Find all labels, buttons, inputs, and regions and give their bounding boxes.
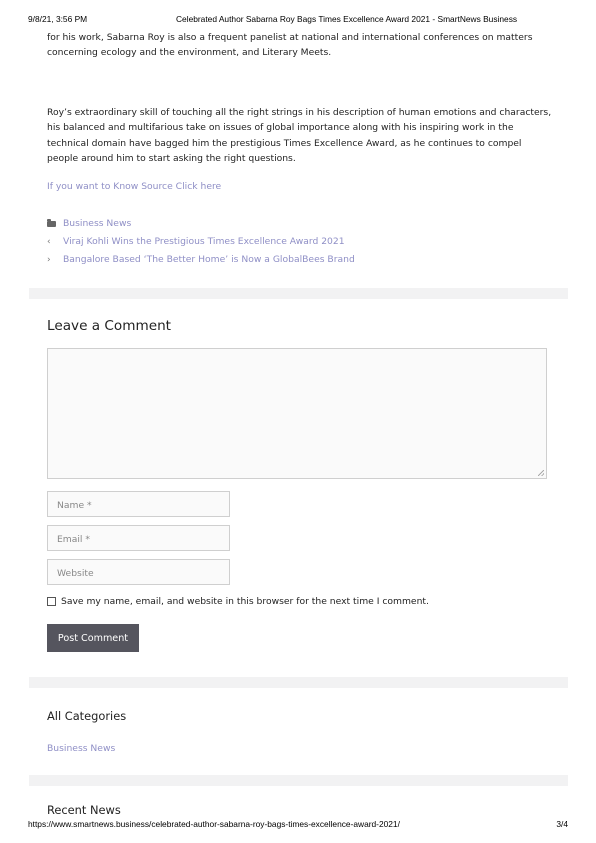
print-url: https://www.smartnews.business/celebrated-author-sabarna-roy-bags-times-excellence-award-2021/: [28, 819, 400, 829]
section-divider: [29, 775, 568, 786]
comment-heading: Leave a Comment: [47, 318, 172, 334]
section-divider: [29, 288, 568, 299]
chevron-left-icon: ‹: [47, 236, 51, 247]
next-post-nav: [47, 254, 355, 265]
comment-textarea[interactable]: [47, 348, 547, 479]
folder-icon: [47, 221, 56, 227]
print-date: 9/8/21, 3:56 PM: [28, 14, 88, 24]
next-post-link[interactable]: Bangalore Based ‘The Better Home’ is Now a GlobalBees Brand: [63, 254, 355, 265]
categories-widget-title: All Categories: [47, 709, 127, 723]
post-category: [47, 218, 131, 229]
previous-post-link[interactable]: Viraj Kohli Wins the Prestigious Times Excellence Award 2021: [63, 236, 345, 247]
chevron-right-icon: ›: [47, 254, 51, 265]
name-field[interactable]: Name *: [47, 491, 230, 517]
post-comment-button[interactable]: Post Comment: [47, 624, 139, 652]
category-link[interactable]: Business News: [47, 743, 116, 754]
source-link[interactable]: If you want to Know Source Click here: [47, 181, 222, 192]
recent-news-widget-title: Recent News: [47, 803, 121, 817]
page-number: 3/4: [556, 819, 568, 829]
article-paragraph: Roy’s extraordinary skill of touching all the right strings in his description of human emotions and characters, his balanced and multifarious take on issues of global importance along with his inspiring work in the technical domain have bagged him the prestigious Times Excellence Award, as he continues to compel people around him to start asking the right questions.: [47, 107, 552, 165]
section-divider: [29, 677, 568, 688]
email-field[interactable]: Email *: [47, 525, 230, 551]
article-paragraph: for his work, Sabarna Roy is also a frequent panelist at national and international conferences on matters concerning ecology and the environment, and Literary Meets.: [47, 32, 533, 59]
website-field[interactable]: Website: [47, 559, 230, 585]
consent-row: [47, 596, 429, 607]
print-title: Celebrated Author Sabarna Roy Bags Times Excellence Award 2021 - SmartNews Business: [176, 14, 518, 24]
consent-checkbox[interactable]: [47, 597, 56, 606]
print-footer: [0, 817, 596, 833]
consent-label: Save my name, email, and website in this browser for the next time I comment.: [61, 596, 429, 607]
previous-post-nav: [47, 236, 345, 247]
resize-handle-icon[interactable]: [538, 470, 544, 476]
category-link[interactable]: Business News: [63, 218, 132, 229]
